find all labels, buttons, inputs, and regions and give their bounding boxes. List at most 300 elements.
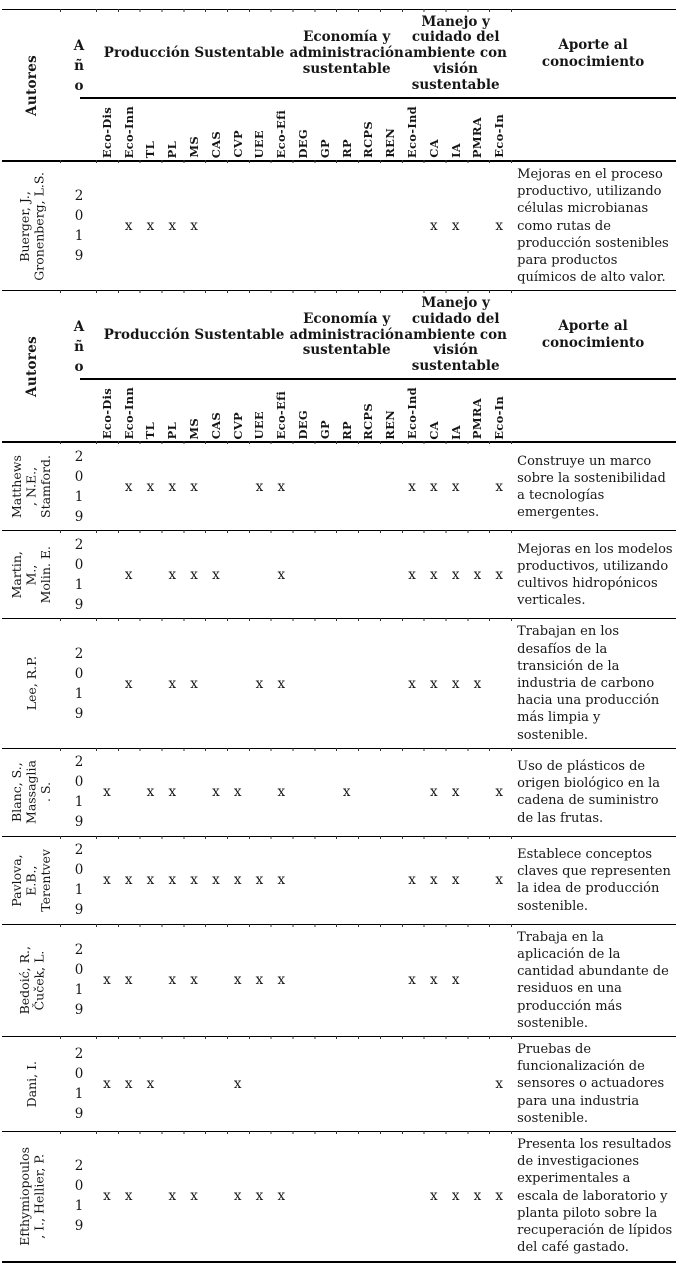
text-line: 1	[74, 982, 84, 999]
header-autores-label: Autores	[24, 54, 40, 116]
column-abbrev-label: RP	[339, 420, 354, 440]
mark-cell-REN	[379, 619, 401, 747]
mark-cell-PMRA: x	[473, 566, 482, 583]
mark-cell-Eco-Dis	[96, 619, 118, 747]
aporte-text: Mejoras en el proceso productivo, utilizando células microbianas como rutas de producción sostenibles para productos químicos de alto valor.	[517, 167, 669, 286]
mark-cell-Eco-Dis: x	[103, 872, 111, 889]
text-line: 0	[74, 862, 84, 879]
mark-cell-TL: x	[146, 872, 155, 889]
row-aporte-cell	[510, 1037, 676, 1131]
row-author-cell	[2, 837, 62, 924]
text-line: Gronenberg, L.S.	[31, 171, 46, 281]
column-abbrev-label: UEE	[252, 129, 267, 158]
mark-cell-PMRA	[467, 837, 489, 924]
text-line: 0	[74, 665, 84, 682]
mark-cell-Eco-Inn: x	[124, 972, 133, 989]
header-column-cell	[118, 98, 140, 160]
header-group-3	[401, 10, 510, 98]
mark-cell-Eco-In: x	[495, 1076, 504, 1093]
mark-cell-REN	[379, 925, 401, 1036]
mark-cell-CAS	[205, 1132, 227, 1260]
mark-cell-RP	[336, 837, 358, 924]
column-abbrev-label: Eco-Efi	[274, 109, 289, 158]
column-abbrev-label: Eco-In	[492, 395, 507, 440]
header-anio-label	[74, 317, 84, 377]
mark-cell-CAS	[205, 1037, 227, 1131]
mark-cell-RP: x	[342, 784, 351, 801]
column-abbrev-label: PMRA	[470, 398, 485, 440]
row-author-cell	[2, 1037, 62, 1131]
mark-cell-REN	[379, 1037, 401, 1131]
text-line: 2	[74, 645, 84, 662]
text-line: 1	[74, 882, 84, 899]
row-author-cell	[2, 749, 62, 836]
row-year-cell	[62, 1037, 96, 1131]
mark-cell-MS	[183, 749, 205, 836]
mark-cell-PMRA	[467, 749, 489, 836]
row-author-cell	[2, 619, 62, 747]
column-abbrev-label: CVP	[230, 411, 245, 440]
header-column-cell	[161, 98, 183, 160]
column-abbrev-label: Eco-Efi	[274, 391, 289, 440]
text-line: Efthymiopoulos	[16, 1146, 32, 1246]
header-aporte-cell	[510, 291, 676, 379]
mark-cell-IA	[445, 1037, 467, 1131]
text-line: Terentvev	[38, 848, 54, 912]
text-line: 2	[74, 536, 84, 553]
mark-cell-REN	[379, 443, 401, 530]
year-value	[75, 1156, 84, 1236]
mark-cell-DEG	[292, 443, 314, 530]
mark-cell-DEG	[292, 162, 314, 290]
text-line: 9	[74, 1002, 84, 1019]
mark-cell-UEE	[249, 162, 271, 290]
table-row	[2, 1132, 676, 1262]
text-line: Aporte al	[558, 318, 628, 335]
row-aporte-cell	[510, 1132, 676, 1260]
mark-cell-GP	[314, 1037, 336, 1131]
header-column-cell	[401, 98, 423, 160]
text-line: 1	[74, 1086, 84, 1103]
mark-cell-Eco-In	[488, 925, 510, 1036]
header-group-underline	[80, 97, 676, 99]
header-column-cell	[423, 379, 445, 441]
mark-cell-IA: x	[451, 784, 460, 801]
mark-cell-Eco-Inn: x	[124, 478, 133, 495]
mark-cell-CA: x	[430, 1188, 438, 1205]
column-abbrev-label: MS	[187, 136, 202, 158]
text-line: visión	[433, 342, 478, 359]
mark-cell-DEG	[292, 1037, 314, 1131]
mark-cell-PMRA: x	[473, 1188, 482, 1205]
row-year-cell	[62, 619, 96, 747]
mark-cell-PL: x	[168, 972, 177, 989]
header-column-cell	[358, 98, 380, 160]
mark-cell-PMRA	[467, 443, 489, 530]
author-name	[10, 849, 54, 912]
text-line: ñ	[74, 339, 84, 356]
text-line: E.B.,	[23, 865, 39, 896]
text-line: Massaglia	[23, 760, 39, 825]
text-line: sustentable	[411, 76, 500, 93]
author-name	[10, 546, 54, 603]
author-name	[18, 172, 47, 281]
mark-cell-RCPS	[358, 1037, 380, 1131]
header-column-cell	[205, 98, 227, 160]
column-abbrev-label: PL	[165, 422, 180, 440]
header-column-cell	[270, 98, 292, 160]
column-abbrev-label: DEG	[296, 409, 311, 440]
mark-cell-Eco-Efi	[270, 162, 292, 290]
row-author-cell	[2, 531, 62, 618]
author-name	[25, 1061, 40, 1107]
mark-cell-Eco-Ind: x	[408, 478, 416, 495]
mark-cell-UEE	[249, 531, 271, 618]
mark-cell-TL: x	[146, 478, 155, 495]
text-line: Producción Sustentable	[103, 326, 285, 343]
row-author-cell	[2, 925, 62, 1036]
text-line: A	[73, 38, 85, 54]
mark-cell-RP	[336, 531, 358, 618]
mark-cell-RCPS	[358, 1132, 380, 1260]
header-column-cell	[336, 379, 358, 441]
mark-cell-REN	[379, 1132, 401, 1260]
text-line: sustentable	[411, 358, 500, 375]
mark-cell-CA: x	[430, 675, 438, 692]
mark-cell-PL: x	[168, 784, 177, 801]
mark-cell-Eco-Efi	[270, 1037, 292, 1131]
header-column-cell	[467, 98, 489, 160]
year-value	[75, 840, 84, 920]
text-line: 9	[74, 508, 84, 525]
header-autores-cell	[2, 291, 62, 441]
mark-cell-UEE: x	[255, 675, 264, 692]
text-line: , I., Hellier, P.	[31, 1153, 46, 1239]
header-column-cell	[96, 98, 118, 160]
text-line: Dani, I.	[23, 1060, 39, 1108]
row-aporte-cell	[510, 837, 676, 924]
header-column-cell	[467, 379, 489, 441]
mark-cell-REN	[379, 162, 401, 290]
text-line: conocimiento	[541, 54, 645, 70]
text-line: Čuček, L.	[31, 950, 46, 1011]
mark-cell-PL: x	[168, 872, 177, 889]
mark-cell-TL	[140, 619, 162, 747]
mark-cell-RP	[336, 619, 358, 747]
mark-cell-IA: x	[451, 1188, 460, 1205]
column-abbrev-label: Eco-Inn	[121, 105, 136, 158]
row-aporte-cell	[510, 443, 676, 530]
text-line: conocimiento	[541, 335, 645, 352]
mark-cell-RP	[336, 925, 358, 1036]
row-year-cell	[62, 531, 96, 618]
table-row	[2, 531, 676, 619]
text-line: Bedoić, R.,	[16, 946, 32, 1015]
mark-cell-TL	[140, 925, 162, 1036]
row-aporte-cell	[510, 531, 676, 618]
column-abbrev-label: MS	[187, 417, 202, 440]
mark-cell-DEG	[292, 619, 314, 747]
author-name	[10, 760, 54, 824]
row-author-cell	[2, 162, 62, 290]
mark-cell-IA: x	[451, 478, 460, 495]
mark-cell-Eco-Dis: x	[103, 784, 111, 801]
mark-cell-MS: x	[190, 675, 198, 692]
mark-cell-TL: x	[146, 218, 155, 235]
row-year-cell	[62, 837, 96, 924]
column-abbrev-label: PL	[165, 140, 180, 158]
mark-cell-GP	[314, 531, 336, 618]
header-autores-cell	[2, 10, 62, 160]
mark-cell-Eco-Efi: x	[277, 566, 286, 583]
text-line: ambiente con	[404, 326, 507, 343]
aporte-text: Pruebas de funcionalización de sensores o actuadores para una industria sostenible.	[517, 1042, 665, 1126]
header-column-cell	[227, 98, 249, 160]
mark-cell-CVP: x	[233, 784, 242, 801]
mark-cell-PL: x	[168, 1188, 177, 1205]
table-top-border	[2, 0, 676, 10]
author-name	[25, 656, 40, 710]
header-column-cell	[161, 379, 183, 441]
text-line: sustentable	[302, 60, 391, 77]
mark-cell-PMRA	[467, 1037, 489, 1131]
mark-cell-Eco-Ind	[401, 749, 423, 836]
text-line: 2	[74, 1158, 84, 1175]
mark-cell-Eco-Ind: x	[408, 675, 416, 692]
mark-cell-TL: x	[146, 784, 155, 801]
mark-cell-CA: x	[430, 566, 438, 583]
table-sections	[2, 10, 676, 1263]
mark-cell-PL: x	[168, 478, 177, 495]
text-line: Aporte al	[558, 37, 628, 53]
mark-cell-PL: x	[168, 218, 177, 235]
text-line: 9	[74, 248, 84, 265]
text-line: 2	[74, 1046, 84, 1063]
header-column-cell	[96, 379, 118, 441]
column-abbrev-label: UEE	[252, 410, 267, 440]
header-column-cell	[488, 98, 510, 160]
mark-cell-IA: x	[451, 972, 460, 989]
column-abbrev-label: DEG	[296, 128, 311, 158]
author-name	[18, 1147, 47, 1246]
author-name	[18, 946, 47, 1014]
mark-cell-PL: x	[168, 566, 177, 583]
text-line: 2	[74, 188, 84, 205]
year-value	[75, 940, 84, 1020]
mark-cell-RCPS	[358, 619, 380, 747]
header-group-1	[96, 10, 292, 98]
header-column-cell	[249, 379, 271, 441]
text-line: 0	[74, 556, 84, 573]
column-abbrev-label: PMRA	[470, 116, 485, 158]
column-abbrev-label: Eco-Dis	[99, 388, 114, 440]
mark-cell-CA: x	[430, 784, 438, 801]
mark-cell-GP	[314, 837, 336, 924]
text-line: Pavlova,	[9, 854, 25, 907]
mark-cell-MS: x	[190, 566, 198, 583]
header-column-cell	[379, 379, 401, 441]
column-abbrev-label: Eco-Ind	[405, 387, 420, 440]
mark-cell-Eco-Dis: x	[103, 972, 111, 989]
row-year-cell	[62, 443, 96, 530]
header-column-cell	[314, 379, 336, 441]
text-line: . S.	[38, 782, 54, 803]
text-line: 1	[74, 1198, 84, 1215]
text-line: Matthews	[9, 455, 25, 519]
mark-cell-MS: x	[190, 972, 198, 989]
text-line: Producción Sustentable	[103, 45, 285, 62]
text-line: 1	[74, 576, 84, 593]
row-year-cell	[62, 162, 96, 290]
header-column-cell	[205, 379, 227, 441]
header-column-cell	[423, 98, 445, 160]
column-abbrev-label: IA	[448, 424, 463, 440]
text-line: A	[73, 319, 85, 336]
mark-cell-CVP: x	[233, 972, 242, 989]
mark-cell-Eco-In: x	[495, 872, 504, 889]
year-value	[75, 535, 84, 615]
header-column-cell	[292, 98, 314, 160]
mark-cell-Eco-In: x	[495, 784, 504, 801]
mark-cell-Eco-Efi: x	[277, 872, 286, 889]
mark-cell-Eco-Inn: x	[124, 566, 133, 583]
text-line: 2	[74, 448, 84, 465]
header-group-underline	[80, 378, 676, 380]
year-value	[75, 1044, 84, 1124]
aporte-text: Construye un marco sobre la sostenibilidad a tecnologías emergentes.	[517, 453, 666, 521]
row-aporte-cell	[510, 925, 676, 1036]
mark-cell-Eco-Inn: x	[124, 675, 133, 692]
mark-cell-CVP	[227, 619, 249, 747]
mark-cell-Eco-Ind: x	[408, 872, 416, 889]
column-abbrev-label: Eco-Ind	[405, 105, 420, 158]
text-line: Stamford.	[38, 455, 54, 519]
column-abbrev-label: GP	[317, 138, 332, 158]
text-line: Manejo y	[421, 294, 490, 311]
text-line: o	[74, 78, 84, 94]
mark-cell-REN	[379, 837, 401, 924]
mark-cell-Eco-In: x	[495, 566, 504, 583]
mark-cell-IA: x	[451, 675, 460, 692]
text-line: cuidado del	[411, 29, 500, 46]
mark-cell-Eco-Dis	[96, 531, 118, 618]
header-column-cell	[314, 98, 336, 160]
row-year-cell	[62, 1132, 96, 1260]
mark-cell-RCPS	[358, 531, 380, 618]
mark-cell-CVP: x	[233, 1188, 242, 1205]
text-line: administración	[289, 326, 404, 343]
mark-cell-CAS: x	[212, 872, 220, 889]
text-line: administración	[289, 45, 404, 62]
header-anio-label	[74, 36, 84, 96]
table-row	[2, 837, 676, 925]
table-row	[2, 162, 676, 291]
text-line: 2	[74, 754, 84, 771]
column-abbrev-label: CA	[426, 139, 441, 158]
column-abbrev-label: Eco-Dis	[99, 106, 114, 158]
mark-cell-Eco-Inn: x	[124, 1076, 133, 1093]
mark-cell-GP	[314, 749, 336, 836]
text-line: 1	[74, 685, 84, 702]
mark-cell-DEG	[292, 837, 314, 924]
row-year-cell	[62, 749, 96, 836]
column-abbrev-label: RP	[339, 139, 354, 158]
text-line: Economía y	[303, 310, 391, 327]
mark-cell-REN	[379, 749, 401, 836]
mark-cell-RCPS	[358, 443, 380, 530]
text-line: 2	[74, 842, 84, 859]
header-column-cell	[292, 379, 314, 441]
header-autores-label: Autores	[24, 335, 40, 397]
text-line: 0	[74, 468, 84, 485]
mark-cell-UEE: x	[255, 972, 264, 989]
mark-cell-CA: x	[430, 872, 438, 889]
mark-cell-UEE	[249, 1037, 271, 1131]
row-aporte-cell	[510, 619, 676, 747]
mark-cell-RP	[336, 162, 358, 290]
text-line: o	[74, 359, 84, 376]
column-abbrev-label: CVP	[230, 130, 245, 158]
header-column-cell	[488, 379, 510, 441]
mark-cell-UEE: x	[255, 872, 264, 889]
mark-cell-CAS	[205, 619, 227, 747]
mark-cell-Eco-Dis: x	[103, 1188, 111, 1205]
header-column-cell	[183, 379, 205, 441]
mark-cell-Eco-In: x	[495, 478, 504, 495]
mark-cell-PMRA: x	[473, 675, 482, 692]
text-line: M.,	[23, 564, 39, 586]
mark-cell-Eco-Inn: x	[124, 218, 133, 235]
author-name	[10, 455, 54, 518]
text-line: 0	[74, 774, 84, 791]
text-line: cuidado del	[411, 310, 500, 327]
row-aporte-cell	[510, 749, 676, 836]
mark-cell-GP	[314, 619, 336, 747]
mark-cell-GP	[314, 925, 336, 1036]
mark-cell-Eco-Efi: x	[277, 1188, 286, 1205]
mark-cell-CVP: x	[233, 1076, 242, 1093]
header-group-2	[289, 291, 404, 379]
row-year-cell	[62, 925, 96, 1036]
text-line: Lee, R.P.	[23, 656, 39, 711]
mark-cell-Eco-Ind: x	[408, 566, 416, 583]
table-row	[2, 443, 676, 531]
mark-cell-RP	[336, 1132, 358, 1260]
text-line: 0	[74, 208, 84, 225]
text-line: Martin,	[9, 551, 25, 599]
year-value	[75, 644, 84, 724]
column-abbrev-label: REN	[383, 409, 398, 440]
mark-cell-MS: x	[190, 218, 198, 235]
mark-cell-CAS	[205, 925, 227, 1036]
mark-cell-RCPS	[358, 162, 380, 290]
mark-cell-Eco-Ind	[401, 162, 423, 290]
row-author-cell	[2, 1132, 62, 1260]
column-abbrev-label: CAS	[208, 412, 223, 440]
text-line: 9	[74, 705, 84, 722]
mark-cell-RCPS	[358, 925, 380, 1036]
mark-cell-IA: x	[451, 218, 460, 235]
mark-cell-CVP: x	[233, 872, 242, 889]
mark-cell-CVP	[227, 162, 249, 290]
header-column-cell	[140, 379, 162, 441]
mark-cell-PMRA	[467, 925, 489, 1036]
mark-cell-RCPS	[358, 749, 380, 836]
mark-cell-TL	[140, 531, 162, 618]
header-column-cell	[401, 379, 423, 441]
column-abbrev-label: REN	[383, 128, 398, 158]
column-abbrev-label: TL	[143, 422, 158, 440]
